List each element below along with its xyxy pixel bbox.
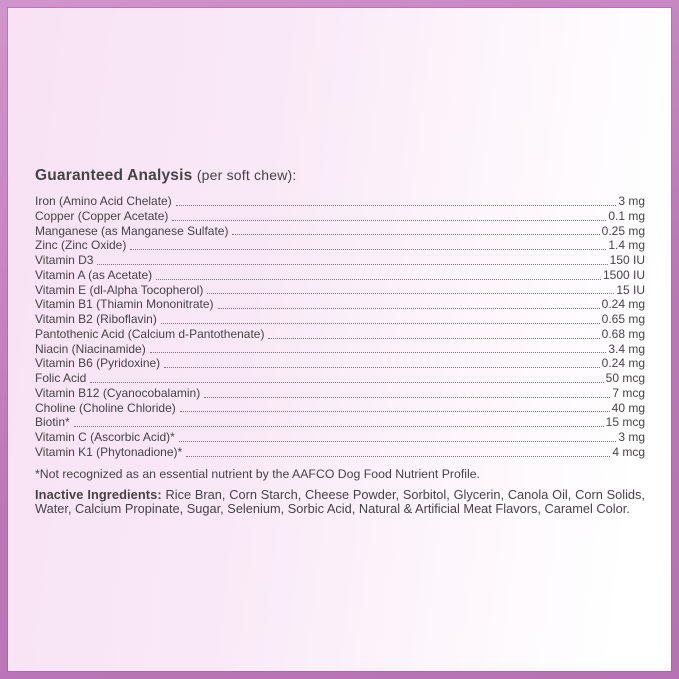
nutrient-row bbox=[35, 342, 645, 357]
guaranteed-analysis-heading bbox=[35, 166, 645, 185]
nutrient-row bbox=[35, 297, 645, 312]
nutrient-row bbox=[35, 327, 645, 342]
nutrient-value: 0.24 mg bbox=[601, 297, 645, 312]
nutrient-row bbox=[35, 194, 645, 209]
nutrient-row bbox=[35, 386, 645, 401]
nutrient-name: Vitamin C (Ascorbic Acid)* bbox=[35, 430, 175, 444]
inactive-ingredients-text: Rice Bran, Corn Starch, Cheese Powder, Sorbitol, Glycerin, Canola Oil, Corn Solids, Water, Calcium Propinate, Sugar, Selenium, Sorbic Acid, Natural & Artificial Meat Flavors, Caramel Color. bbox=[35, 486, 645, 517]
nutrient-value: 0.65 mg bbox=[601, 312, 645, 326]
nutrient-value: 3 mg bbox=[618, 430, 645, 444]
dotted-leader bbox=[161, 323, 600, 324]
nutrient-name: Vitamin K1 (Phytonadione)* bbox=[35, 444, 183, 459]
nutrient-value: 0.24 mg bbox=[601, 356, 645, 371]
nutrient-row bbox=[35, 253, 645, 268]
dotted-leader bbox=[172, 220, 606, 221]
nutrient-name: Folic Acid bbox=[35, 371, 87, 385]
nutrient-name: Zinc (Zinc Oxide) bbox=[35, 238, 127, 253]
nutrient-name: Vitamin A (as Acetate) bbox=[35, 267, 153, 282]
nutrient-value: 150 IU bbox=[609, 253, 645, 267]
dotted-leader bbox=[156, 279, 601, 280]
nutrient-value: 15 IU bbox=[616, 282, 645, 297]
nutrient-name: Vitamin B1 (Thiamin Mononitrate) bbox=[35, 297, 214, 312]
nutrient-name: Copper (Copper Acetate) bbox=[35, 208, 169, 223]
nutrient-row bbox=[35, 371, 645, 386]
nutrient-table bbox=[35, 194, 645, 460]
nutrient-name: Choline (Choline Chloride) bbox=[35, 400, 176, 415]
nutrient-value: 3.4 mg bbox=[608, 341, 645, 356]
nutrient-value: 1500 IU bbox=[602, 267, 645, 282]
nutrient-row bbox=[35, 312, 645, 327]
nutrient-row bbox=[35, 283, 645, 298]
nutrient-name: Vitamin E (dl-Alpha Tocopherol) bbox=[35, 282, 204, 297]
heading-title: Guaranteed Analysis bbox=[35, 167, 193, 184]
nutrient-value: 0.68 mg bbox=[601, 326, 645, 341]
nutrient-name: Manganese (as Manganese Sulfate) bbox=[35, 223, 229, 238]
nutrient-row bbox=[35, 238, 645, 253]
dotted-leader bbox=[164, 367, 599, 368]
nutrient-row bbox=[35, 415, 645, 430]
nutrient-value: 0.1 mg bbox=[608, 208, 645, 223]
nutrient-value: 0.25 mg bbox=[601, 223, 645, 238]
nutrient-row bbox=[35, 224, 645, 239]
heading-suffix: (per soft chew): bbox=[196, 167, 297, 183]
nutrient-value: 3 mg bbox=[618, 194, 645, 208]
dotted-leader bbox=[176, 205, 617, 206]
dotted-leader bbox=[186, 456, 610, 457]
nutrient-row bbox=[35, 445, 645, 460]
dotted-leader bbox=[97, 264, 607, 265]
nutrient-value: 40 mg bbox=[611, 400, 645, 415]
dotted-leader bbox=[180, 411, 610, 412]
nutrient-row bbox=[35, 430, 645, 445]
nutrient-row bbox=[35, 356, 645, 371]
dotted-leader bbox=[74, 426, 604, 427]
nutrient-value: 15 mcg bbox=[605, 415, 645, 430]
nutrient-value: 50 mcg bbox=[605, 371, 645, 385]
dotted-leader bbox=[218, 308, 600, 309]
dotted-leader bbox=[207, 293, 614, 294]
inactive-ingredients-label: Inactive Ingredients: bbox=[35, 486, 162, 502]
nutrient-row bbox=[35, 209, 645, 224]
dotted-leader bbox=[150, 352, 607, 353]
nutrient-name: Vitamin B6 (Pyridoxine) bbox=[35, 356, 161, 371]
dotted-leader bbox=[232, 234, 599, 235]
inactive-ingredients bbox=[35, 488, 645, 517]
dotted-leader bbox=[268, 338, 599, 339]
label-panel bbox=[8, 8, 671, 671]
nutrient-name: Niacin (Niacinamide) bbox=[35, 341, 146, 356]
nutrient-row bbox=[35, 401, 645, 416]
nutrient-value: 1.4 mg bbox=[608, 238, 645, 253]
dotted-leader bbox=[204, 397, 610, 398]
dotted-leader bbox=[179, 441, 616, 442]
nutrient-value: 7 mcg bbox=[612, 385, 645, 400]
aafco-footnote: *Not recognized as an essential nutrient by the AAFCO Dog Food Nutrient Profile. bbox=[35, 466, 480, 481]
nutrient-name: Iron (Amino Acid Chelate) bbox=[35, 194, 172, 208]
nutrient-value: 4 mcg bbox=[612, 444, 645, 459]
nutrient-row bbox=[35, 268, 645, 283]
nutrient-name: Vitamin B2 (Riboflavin) bbox=[35, 312, 157, 326]
nutrient-name: Vitamin B12 (Cyanocobalamin) bbox=[35, 385, 201, 400]
nutrient-name: Vitamin D3 bbox=[35, 253, 94, 267]
dotted-leader bbox=[90, 382, 603, 383]
nutrient-name: Biotin* bbox=[35, 415, 70, 430]
dotted-leader bbox=[130, 249, 606, 250]
nutrient-name: Pantothenic Acid (Calcium d-Pantothenate) bbox=[35, 326, 265, 341]
